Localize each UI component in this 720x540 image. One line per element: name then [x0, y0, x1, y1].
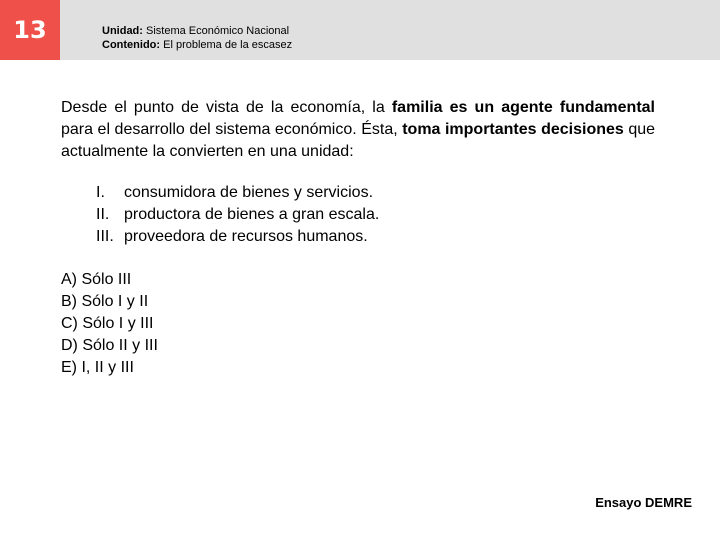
unidad-label: Unidad: [102, 25, 143, 37]
question-part1: Desde el punto de vista de la economía, la [61, 99, 392, 116]
footer-source: Ensayo DEMRE [595, 495, 692, 510]
question-part3: que actualmente la convierten en una unidad: [61, 121, 656, 160]
contenido-label: Contenido: [102, 39, 161, 51]
question-text [61, 97, 655, 163]
statement-text: proveedora de recursos humanos. [124, 228, 368, 245]
contenido-value: El problema de la escasez [163, 39, 293, 51]
question-bold1: familia es un agente fundamental [391, 99, 656, 116]
option-d: D) Sólo II y III [61, 337, 158, 354]
option-c: C) Sólo I y III [61, 315, 154, 332]
question-part2: para el desarrollo del sistema económico. Ésta, [61, 121, 403, 138]
statement-item [96, 182, 379, 204]
statement-item [96, 204, 379, 226]
unidad-value: Sistema Económico Nacional [146, 25, 290, 37]
statement-numeral: I. [96, 184, 105, 201]
question-number-badge: 13 [0, 0, 60, 60]
statement-list [96, 182, 379, 248]
statement-numeral: II. [96, 206, 110, 223]
contenido-line [102, 38, 292, 52]
statement-numeral: III. [96, 228, 114, 245]
option-e: E) I, II y III [61, 359, 134, 376]
option-a: A) Sólo III [61, 271, 132, 288]
header-info [102, 24, 292, 52]
statement-text: productora de bienes a gran escala. [124, 206, 380, 223]
question-bold2: toma importantes decisiones [402, 121, 624, 138]
unidad-line [102, 24, 292, 38]
option-b: B) Sólo I y II [61, 293, 149, 310]
statement-item [96, 226, 379, 248]
statement-text: consumidora de bienes y servicios. [124, 184, 374, 201]
answer-options [61, 269, 158, 379]
